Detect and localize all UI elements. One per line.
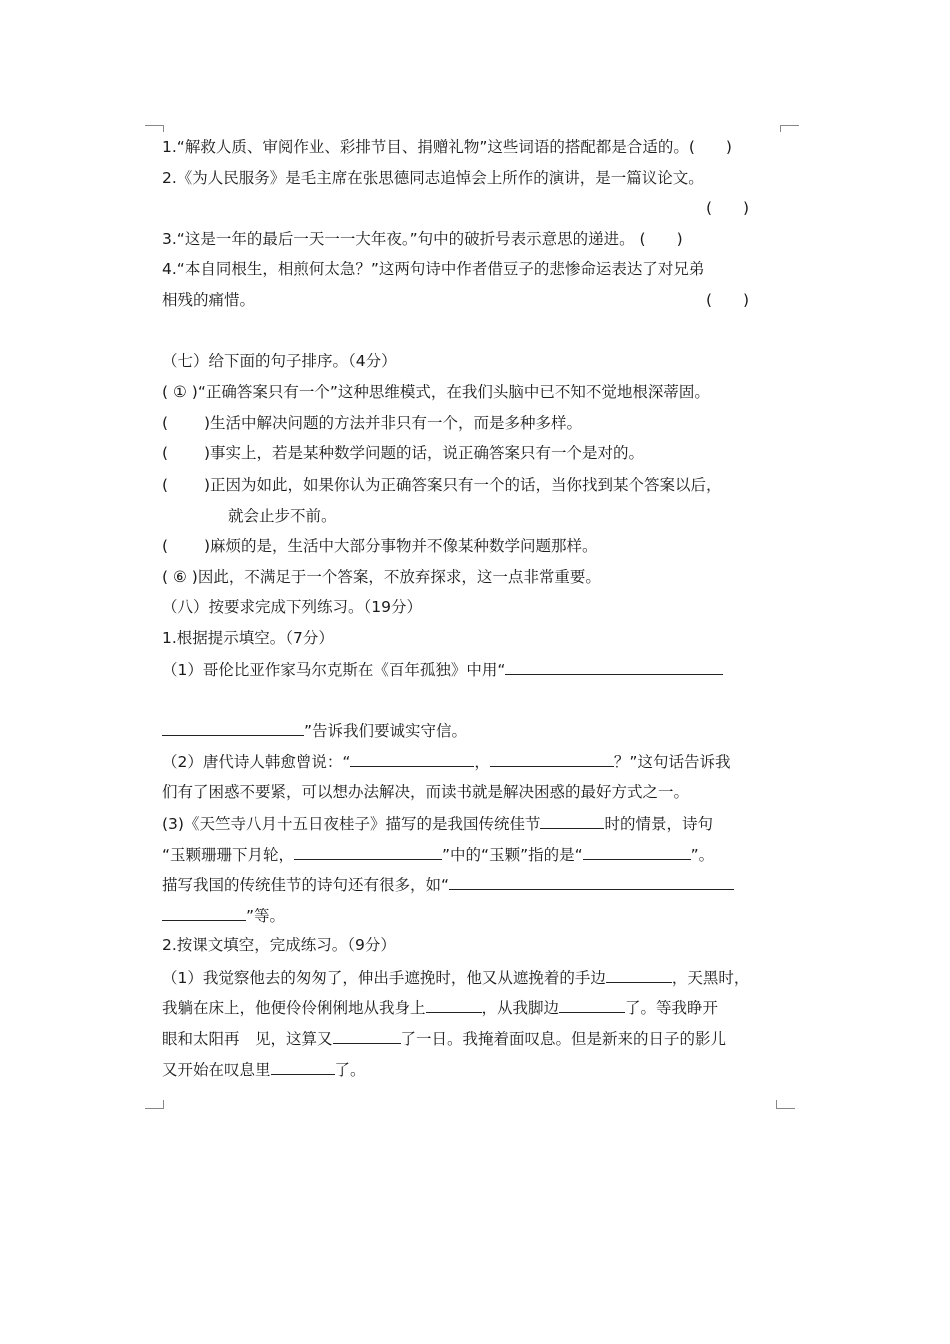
margin-corner-mark <box>145 125 164 132</box>
fill-blank[interactable] <box>490 751 614 767</box>
order-sentence-2: ( )生活中解决问题的方法并非只有一个，而是多种多样。 <box>162 414 583 432</box>
section-heading-ordering: （七）给下面的句子排序。（4分） <box>162 352 397 370</box>
item-text: 眼和太阳再 见，这算又 <box>162 1030 333 1048</box>
judge-question-4-cont: 相残的痛惜。 <box>162 291 256 309</box>
fill-blank[interactable] <box>540 813 604 829</box>
judge-question-2: 2.《为人民服务》是毛主席在张思德同志追悼会上所作的演讲，是一篇议论文。 <box>162 169 704 187</box>
item-text: ”中的“玉颗”指的是“ <box>442 846 583 864</box>
practice-2-title: 2.按课文填空，完成练习。（9分） <box>162 936 396 954</box>
item-text: （1）我觉察他去的匆匆了，伸出手遮挽时，他又从遮挽着的手边 <box>162 969 606 987</box>
fill-blank[interactable] <box>505 659 723 675</box>
order-sentence-4-cont: 就会止步不前。 <box>228 507 337 525</box>
item-text: 了。 <box>334 1061 366 1079</box>
order-sentence-3: ( )事实上，若是某种数学问题的话，说正确答案只有一个是对的。 <box>162 444 645 462</box>
fill-blank[interactable] <box>449 874 734 890</box>
item-text: 时的情景，诗句 <box>604 815 713 833</box>
section-heading-practice: （八）按要求完成下列练习。（19分） <box>162 598 422 616</box>
fill-blank[interactable] <box>559 997 625 1013</box>
item-text: ， <box>474 753 490 771</box>
item-text: 描写我国的传统佳节的诗句还有很多，如“ <box>162 876 450 894</box>
practice-1-item-1-cont <box>162 720 467 741</box>
practice-1-item-3-line-2 <box>162 844 714 865</box>
answer-parenthesis[interactable]: ( ) <box>706 291 750 309</box>
item-text: 又开始在叹息里 <box>162 1061 271 1079</box>
order-sentence-4: ( )正因为如此，如果你认为正确答案只有一个的话，当你找到某个答案以后， <box>162 476 722 494</box>
item-text: ，天黑时， <box>671 969 750 987</box>
judge-question-3: 3.“这是一年的最后一天一一大年夜。”句中的破折号表示意思的递进。 ( ) <box>162 230 683 248</box>
fill-blank[interactable] <box>606 967 672 983</box>
fill-blank[interactable] <box>294 844 442 860</box>
fill-blank[interactable] <box>333 1028 401 1044</box>
item-text: (3)《天竺寺八月十五日夜桂子》描写的是我国传统佳节 <box>162 815 541 833</box>
item-text: ”。 <box>690 846 715 864</box>
item-text: ”等。 <box>246 907 286 925</box>
practice-2-line-3 <box>162 1028 726 1049</box>
order-sentence-5: ( )麻烦的是，生活中大部分事物并不像某种数学问题那样。 <box>162 537 598 555</box>
fill-blank[interactable] <box>350 751 474 767</box>
item-text: ，从我脚边 <box>481 999 560 1017</box>
judge-question-1: 1.“解救人质、审阅作业、彩排节目、捐赠礼物”这些词语的搭配都是合适的。( ) <box>162 138 732 156</box>
judge-question-4: 4.“本自同根生，相煎何太急？”这两句诗中作者借豆子的悲惨命运表达了对兄弟 <box>162 260 705 278</box>
item-text: ”告诉我们要诚实守信。 <box>304 722 468 740</box>
margin-corner-mark <box>776 1100 795 1109</box>
practice-1-item-1 <box>162 659 723 680</box>
fill-blank[interactable] <box>162 720 304 736</box>
margin-corner-mark <box>780 125 799 132</box>
practice-1-item-2 <box>162 751 730 772</box>
practice-2-line-1 <box>162 967 749 988</box>
practice-1-item-3-line-4 <box>162 905 285 926</box>
practice-1-title: 1.根据提示填空。（7分） <box>162 629 334 647</box>
answer-parenthesis[interactable]: ( ) <box>706 199 750 217</box>
order-sentence-6: ( ⑥ )因此，不满足于一个答案，不放弃探求，这一点非常重要。 <box>162 568 601 586</box>
item-text: ？”这句话告诉我 <box>613 753 731 771</box>
practice-1-item-3 <box>162 813 713 834</box>
item-text: （1）哥伦比亚作家马尔克斯在《百年孤独》中用“ <box>162 661 506 679</box>
practice-2-line-2 <box>162 997 718 1018</box>
item-text: 了。等我睁开 <box>625 999 719 1017</box>
practice-1-item-2-cont: 们有了困惑不要紧，可以想办法解决，而读书就是解决困惑的最好方式之一。 <box>162 783 690 801</box>
margin-corner-mark <box>145 1100 164 1109</box>
item-text: “玉颗珊珊下月轮， <box>162 846 295 864</box>
item-text: （2）唐代诗人韩愈曾说：“ <box>162 753 351 771</box>
fill-blank[interactable] <box>271 1059 335 1075</box>
order-sentence-1: ( ① )“正确答案只有一个”这种思维模式，在我们头脑中已不知不觉地根深蒂固。 <box>162 383 710 401</box>
fill-blank[interactable] <box>426 997 482 1013</box>
fill-blank[interactable] <box>583 844 691 860</box>
fill-blank[interactable] <box>162 905 246 921</box>
item-text: 了一日。我掩着面叹息。但是新来的日子的影儿 <box>400 1030 727 1048</box>
practice-2-line-4 <box>162 1059 366 1080</box>
item-text: 我躺在床上，他便伶伶俐俐地从我身上 <box>162 999 426 1017</box>
practice-1-item-3-line-3 <box>162 874 734 895</box>
